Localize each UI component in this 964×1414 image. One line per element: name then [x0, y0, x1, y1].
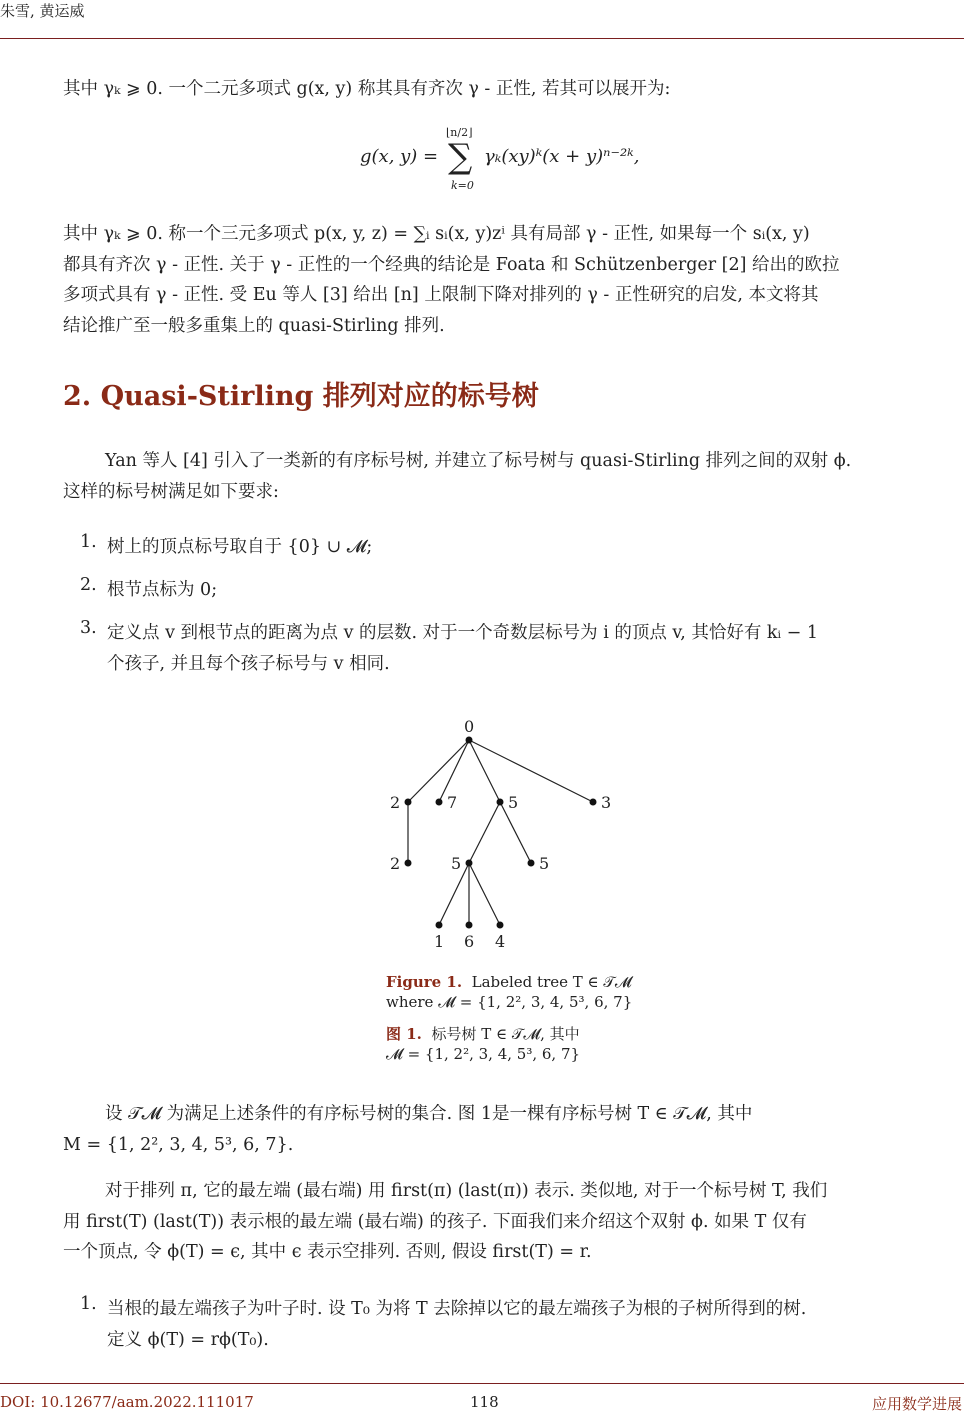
- caption-label: Figure 1.: [386, 973, 463, 991]
- journal-name: 应用数学进展: [871, 1395, 962, 1413]
- sum-lower-limit: k=0: [451, 179, 474, 192]
- tree-node: [466, 922, 473, 929]
- list-number: 3.: [80, 618, 97, 638]
- node-label: 7: [447, 793, 458, 812]
- text-line: 一个顶点, 令 ϕ(T) = ϵ, 其中 ϵ 表示空排列. 否则, 假设 first(T) = r.: [63, 1242, 592, 1262]
- node-label: 2: [390, 793, 401, 812]
- node-label: 5: [451, 854, 462, 873]
- text-line: 设 𝒯𝓜 为满足上述条件的有序标号树的集合. 图 1是一棵有序标号树 T ∈ 𝒯𝓜, 其中: [105, 1104, 753, 1124]
- tree-node: [497, 922, 504, 929]
- text-line: 结论推广至一般多重集上的 quasi-Stirling 排列.: [63, 315, 445, 336]
- running-header: 朱雪, 黄运威: [0, 2, 85, 20]
- tree-edge: [408, 740, 469, 802]
- list-item: [107, 618, 963, 679]
- formula-lhs: g(x, y) =: [360, 146, 439, 167]
- section-paragraph: [63, 446, 963, 507]
- caption-label: 图 1.: [386, 1025, 422, 1043]
- tree-node: [497, 799, 504, 806]
- text-line: 其中 γₖ ⩾ 0. 称一个三元多项式 p(x, y, z) = ∑ᵢ sᵢ(x, y)zⁱ 具有局部 γ - 正性, 如果每一个 sᵢ(x, y): [63, 224, 810, 244]
- list-number: 2.: [80, 575, 97, 595]
- tree-node: [405, 799, 412, 806]
- text-line: 这样的标号树满足如下要求:: [63, 481, 279, 502]
- text-line: 个孩子, 并且每个孩子标号与 v 相同.: [107, 653, 390, 674]
- tree-edge: [469, 740, 593, 802]
- node-label: 2: [390, 854, 401, 873]
- tree-node: [436, 922, 443, 929]
- caption-text: 𝓜 = {1, 2², 3, 4, 5³, 6, 7}: [386, 1045, 581, 1063]
- node-label: 4: [495, 932, 506, 951]
- caption-text: Labeled tree T ∈ 𝒯𝓜: [471, 973, 632, 991]
- text-line: M = {1, 2², 3, 4, 5³, 6, 7}.: [63, 1134, 294, 1155]
- tree-node: [405, 860, 412, 867]
- node-label: 6: [464, 932, 475, 951]
- footer-rule: [0, 1383, 964, 1384]
- node-label-root: 0: [464, 717, 475, 736]
- tree-node: [590, 799, 597, 806]
- tree-edge: [469, 740, 500, 802]
- intro-paragraph: [63, 219, 963, 341]
- list-number: 1.: [80, 1294, 97, 1314]
- body-paragraph: [63, 1099, 963, 1160]
- doi-link[interactable]: DOI: 10.12677/aam.2022.111017: [0, 1393, 254, 1411]
- text-line: Yan 等人 [4] 引入了一类新的有序标号树, 并建立了标号树与 quasi-Stirling 排列之间的双射 ϕ.: [105, 451, 852, 471]
- node-label: 3: [601, 793, 612, 812]
- tree-node: [436, 799, 443, 806]
- caption-text: where 𝓜 = {1, 2², 3, 4, 5³, 6, 7}: [386, 993, 633, 1011]
- caption-text: 标号树 T ∈ 𝒯𝓜, 其中: [431, 1025, 580, 1043]
- list-item: [107, 1294, 963, 1355]
- header-rule: [0, 38, 964, 39]
- text-line: 当根的最左端孩子为叶子时. 设 T₀ 为将 T 去除掉以它的最左端孩子为根的子树所得到的树.: [107, 1299, 807, 1319]
- list-item: 根节点标为 0;: [107, 580, 218, 600]
- page-number: 118: [470, 1393, 499, 1411]
- body-paragraph: [63, 1176, 963, 1268]
- text-line: 都具有齐次 γ - 正性. 关于 γ - 正性的一个经典的结论是 Foata 和 Schützenberger [2] 给出的欧拉: [63, 254, 840, 275]
- sum-symbol: ∑: [448, 137, 473, 177]
- text-line: 对于排列 π, 它的最左端 (最右端) 用 first(π) (last(π)) 表示. 类似地, 对于一个标号树 T, 我们: [105, 1181, 828, 1201]
- tree-edge: [469, 863, 500, 925]
- section-title: 2. Quasi-Stirling 排列对应的标号树: [63, 381, 539, 412]
- tree-node: [528, 860, 535, 867]
- node-label: 5: [539, 854, 550, 873]
- labeled-tree-figure: [380, 710, 620, 960]
- text-line: 用 first(T) (last(T)) 表示根的最左端 (最右端) 的孩子. 下面我们来介绍这个双射 ϕ. 如果 T 仅有: [63, 1211, 807, 1232]
- list-number: 1.: [80, 532, 97, 552]
- figure-caption-en: [386, 972, 632, 1012]
- tree-node: [466, 860, 473, 867]
- figure-caption-zh: [386, 1024, 580, 1064]
- text-line: 定义 ϕ(T) = rϕ(T₀).: [107, 1329, 269, 1350]
- node-label: 1: [434, 932, 445, 951]
- tree-edge: [469, 802, 500, 863]
- tree-node: [466, 737, 473, 744]
- node-label: 5: [508, 793, 519, 812]
- intro-line: 其中 γₖ ⩾ 0. 一个二元多项式 g(x, y) 称其具有齐次 γ - 正性, 若其可以展开为:: [63, 79, 671, 99]
- text-line: 多项式具有 γ - 正性. 受 Eu 等人 [3] 给出 [n] 上限制下降对排列的 γ - 正性研究的启发, 本文将其: [63, 285, 819, 305]
- formula-rhs: γₖ(xy)ᵏ(x + y)ⁿ⁻²ᵏ,: [484, 146, 640, 167]
- sum-upper-limit: ⌊n/2⌋: [446, 126, 473, 139]
- list-item: 树上的顶点标号取自于 {0} ∪ 𝓜;: [107, 537, 373, 557]
- text-line: 定义点 v 到根节点的距离为点 v 的层数. 对于一个奇数层标号为 i 的顶点 v, 其恰好有 kᵢ − 1: [107, 623, 818, 643]
